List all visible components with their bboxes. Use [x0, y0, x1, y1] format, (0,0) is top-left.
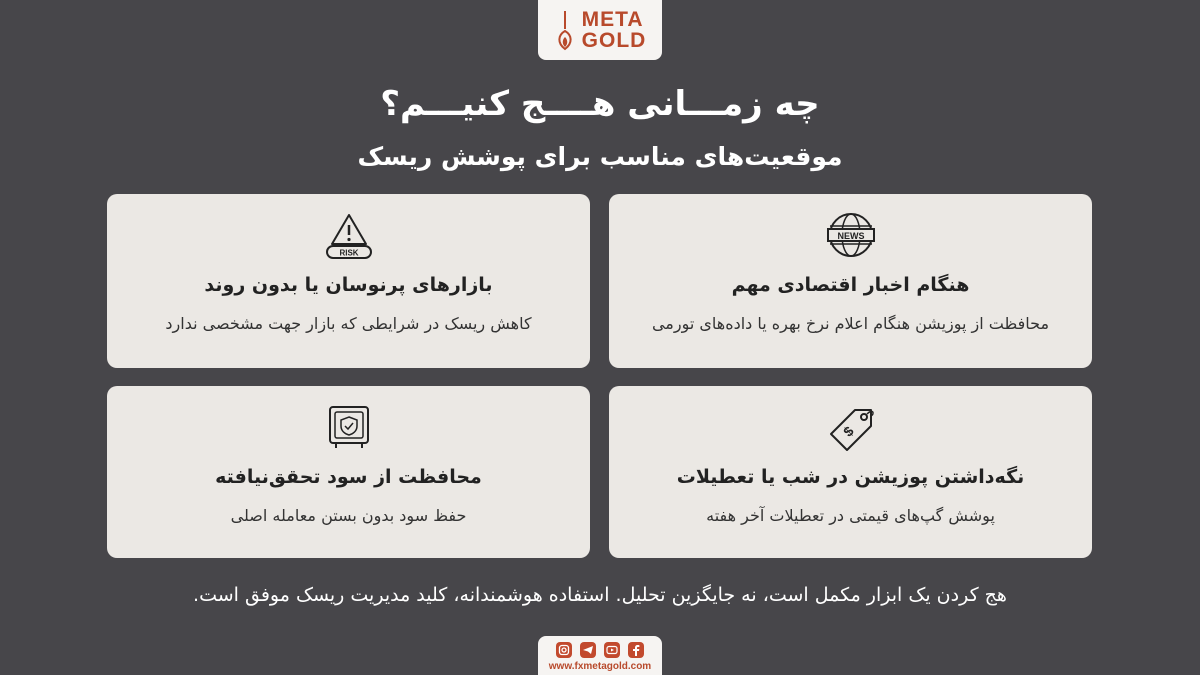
card-title: محافظت از سود تحقق‌نیافته — [215, 466, 482, 488]
risk-warning-icon — [323, 212, 375, 260]
flame-logo-icon — [554, 9, 576, 51]
card-title: بازارهای پرنوسان یا بدون روند — [204, 274, 493, 296]
card-description: پوشش گپ‌های قیمتی در تعطیلات آخر هفته — [706, 506, 995, 525]
svg-text:$: $ — [839, 422, 857, 440]
telegram-icon[interactable] — [580, 642, 596, 658]
svg-text:NEWS: NEWS — [837, 231, 864, 241]
card-volatile-markets — [107, 194, 590, 368]
card-description: محافظت از پوزیشن هنگام اعلام نرخ بهره یا داده‌های تورمی — [651, 314, 1050, 333]
youtube-icon[interactable] — [604, 642, 620, 658]
page-subtitle: موقعیت‌های مناسب برای پوشش ریسک — [357, 142, 843, 171]
svg-text:RISK: RISK — [338, 248, 359, 258]
card-title: نگه‌داشتن پوزیشن در شب یا تعطیلات — [676, 466, 1025, 488]
brand-logo — [538, 0, 662, 60]
price-tag-icon — [825, 404, 877, 456]
facebook-icon[interactable] — [628, 642, 644, 658]
card-economic-news — [609, 194, 1092, 368]
brand-name-line1: META — [581, 8, 644, 31]
card-overnight-holding — [609, 386, 1092, 558]
news-globe-icon — [826, 212, 876, 260]
card-title: هنگام اخبار اقتصادی مهم — [731, 274, 970, 296]
card-protect-profit — [107, 386, 590, 558]
website-link[interactable]: www.fxmetagold.com — [548, 661, 652, 672]
safe-shield-icon — [327, 404, 371, 450]
card-description: کاهش ریسک در شرایطی که بازار جهت مشخصی ندارد — [165, 314, 532, 333]
brand-name-line2: GOLD — [581, 29, 647, 52]
instagram-icon[interactable] — [556, 642, 572, 658]
footer-note: هج کردن یک ابزار مکمل است، نه جایگزین تحلیل. استفاده هوشمندانه، کلید مدیریت ریسک موفق است. — [193, 584, 1007, 606]
social-bar — [538, 636, 662, 675]
card-description: حفظ سود بدون بستن معامله اصلی — [230, 506, 467, 525]
page-title: چه زمـــانی هــــج کنیـــم؟ — [380, 84, 820, 124]
